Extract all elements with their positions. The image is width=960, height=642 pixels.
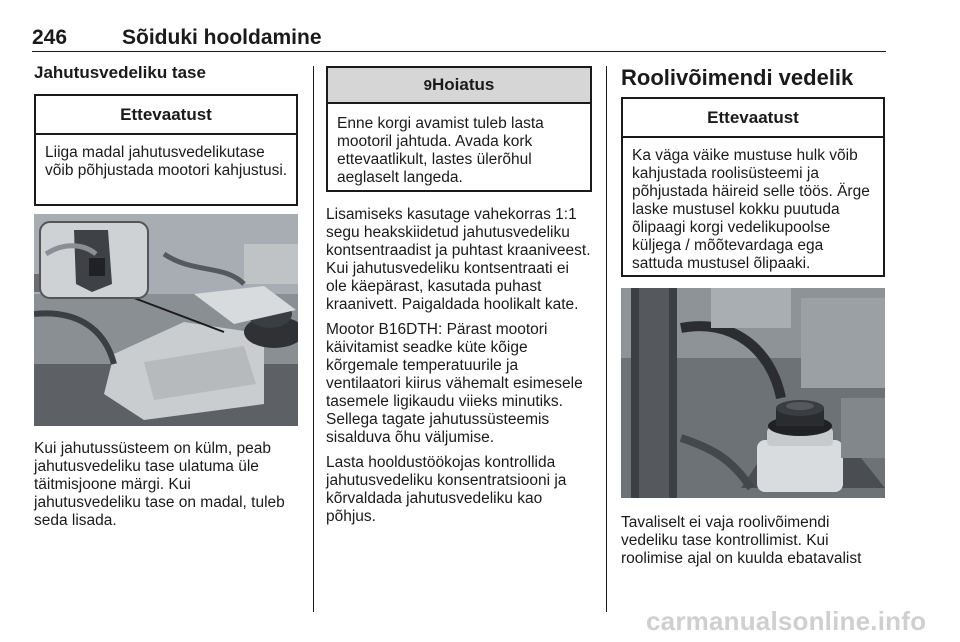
warning-box [326, 66, 592, 192]
section-title: Sõiduki hooldamine [122, 26, 322, 49]
middle-paragraph-1: Lisamiseks kasutage vahekorras 1:1 segu heakskiidetud jahutusvedeliku kontsentraadist ja puhtast kraaniveest. Kui jahutusvedeliku kontsentraati ei ole käepärast, kasutada puhast kraanivett. Paigaldada hoolikalt kate. [326, 206, 591, 313]
engine-coolant-photo [34, 214, 298, 426]
warning-title-bar [328, 68, 590, 104]
column-divider-2 [606, 66, 607, 612]
left-column [34, 62, 298, 206]
warning-body: Enne korgi avamist tuleb lasta mootoril jahtuda. Avada kork ettevaatlikult, lastes ülerõhul aeglaselt langeda. [337, 115, 544, 186]
caution-body-steering: Ka väga väike mustuse hulk võib kahjustada roolisüsteemi ja põhjustada häireid selle töös. Ärge laske mustusel kokku puutuda õlipaagi korgi vedelikupoolse küljega / mõõtevardaga ega sattuda mustusel õlipaaki. [632, 147, 870, 272]
middle-column [326, 66, 592, 526]
steering-paragraph: Tavaliselt ei vaja roolivõimendi vedeliku tase kontrollimist. Kui roolimise ajal on kuulda ebatavalist [621, 514, 862, 567]
caution-box-coolant [34, 94, 298, 206]
steering-fluid-heading: Roolivõimendi vedelik [621, 65, 854, 90]
caution-body: Liiga madal jahutusvedelikutase võib põhjustada mootori kahjustusi. [45, 144, 288, 179]
middle-paragraph-2: Mootor B16DTH: Pärast mootori käivitamist seadke küte kõige kõrgemale temperatuurile ja ventilaatori kiirus vähemalt esimesele tasemele ligikaudu viieks minutiks. Sellega tagate jahutussüsteemis sisalduva õhu väljumise. [326, 321, 583, 446]
page-header [32, 26, 886, 54]
page-number: 246 [32, 26, 68, 49]
warning-icon: 9 [423, 77, 432, 94]
caution-box-steering [621, 97, 885, 277]
caution-title: Ettevaatust [36, 96, 296, 135]
watermark: carmanualsonline.info [646, 606, 927, 636]
coolant-heading: Jahutusvedeliku tase [34, 63, 206, 82]
right-column-bottom [621, 514, 887, 568]
header-rule [32, 51, 886, 52]
caution-title-steering: Ettevaatust [623, 99, 883, 138]
warning-title: Hoiatus [432, 75, 495, 94]
engine-coolant-illustration [34, 214, 298, 426]
column-divider-1 [313, 66, 314, 612]
steering-reservoir-illustration [621, 288, 885, 498]
right-column [621, 64, 885, 277]
middle-paragraph-3: Lasta hooldustöökojas kontrollida jahutusvedeliku konsentratsiooni ja kõrvaldada jahutusvedeliku kao põhjus. [326, 454, 567, 525]
steering-reservoir-photo [621, 288, 885, 498]
left-column-bottom [34, 440, 300, 530]
coolant-paragraph: Kui jahutussüsteem on külm, peab jahutusvedeliku tase ulatuma üle täitmisjoone märgi. Kui jahutusvedeliku tase on madal, tuleb seda lisada. [34, 440, 285, 529]
